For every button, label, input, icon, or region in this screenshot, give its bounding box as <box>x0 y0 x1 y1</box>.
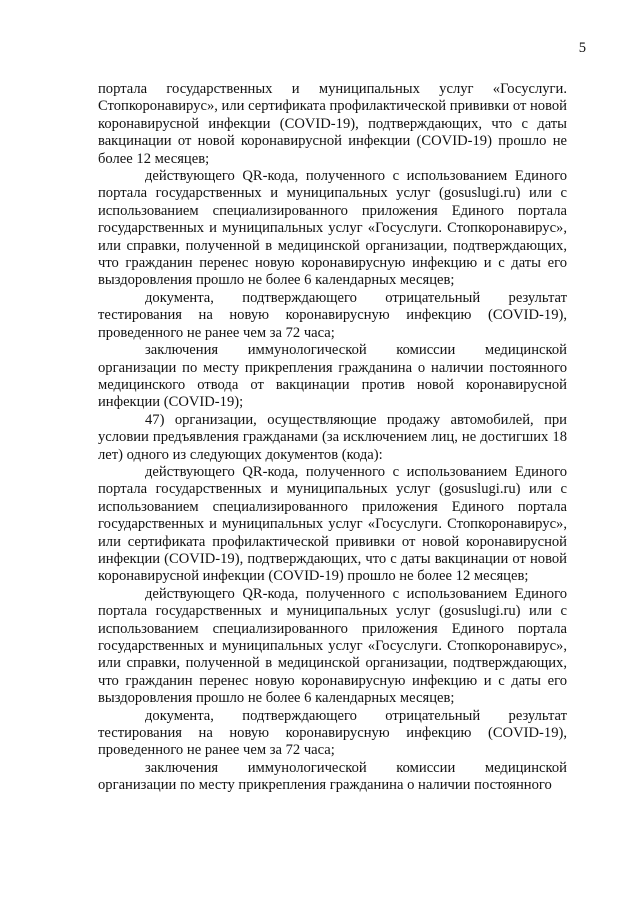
paragraph-continuation: портала государственных и муниципальных услуг «Госуслуги. Стопкоронавирус», или сертификата профилактической прививки от новой коронавирусной инфекции (COVID-19), подтверждающих, что с даты вакцинации от новой коронавирусной инфекции (COVID-19) прошло не более 12 месяцев; <box>98 81 567 167</box>
paragraph-qr-code-or-recovery: действующего QR-кода, полученного с использованием Единого портала государственных и муниципальных услуг (gosuslugi.ru) или с использованием специализированного приложения Единого портала государственных и муниципальных услуг «Госуслуги. Стопкоронавирус», или справки, полученной в медицинской организации, подтверждающих, что гражданин перенес новую коронавирусную инфекцию и с даты его выздоровления прошло не более 6 календарных месяцев; <box>98 585 567 707</box>
paragraph-item-47: 47) организации, осуществляющие продажу автомобилей, при условии предъявления гражданами (за исключением лиц, не достигших 18 лет) одного из следующих документов (кода): <box>98 411 567 463</box>
paragraph-medical-exemption: заключения иммунологической комиссии медицинской организации по месту прикрепления гражданина о наличии постоянного <box>98 759 567 794</box>
document-body <box>98 81 567 795</box>
paragraph-negative-test: документа, подтверждающего отрицательный результат тестирования на новую коронавирусную инфекцию (COVID-19), проведенного не ранее чем за 72 часа; <box>98 707 567 759</box>
paragraph-negative-test: документа, подтверждающего отрицательный результат тестирования на новую коронавирусную инфекцию (COVID-19), проведенного не ранее чем за 72 часа; <box>98 289 567 341</box>
paragraph-qr-code-or-recovery: действующего QR-кода, полученного с использованием Единого портала государственных и муниципальных услуг (gosuslugi.ru) или с использованием специализированного приложения Единого портала государственных и муниципальных услуг «Госуслуги. Стопкоронавирус», или справки, полученной в медицинской организации, подтверждающих, что гражданин перенес новую коронавирусную инфекцию и с даты его выздоровления прошло не более 6 календарных месяцев; <box>98 168 567 289</box>
paragraph-medical-exemption: заключения иммунологической комиссии медицинской организации по месту прикрепления гражданина о наличии постоянного медицинского отвода от вакцинации против новой коронавирусной инфекции (COVID-19); <box>98 342 567 411</box>
paragraph-qr-code-or-vaccination: действующего QR-кода, полученного с использованием Единого портала государственных и муниципальных услуг (gosuslugi.ru) или с использованием специализированного приложения Единого портала государственных и муниципальных услуг «Госуслуги. Стопкоронавирус», или сертификата профилактической прививки от новой коронавирусной инфекции (COVID-19), подтверждающих, что с даты вакцинации от новой коронавирусной инфекции (COVID-19) прошло не более 12 месяцев; <box>98 463 567 585</box>
page-number: 5 <box>578 40 586 56</box>
